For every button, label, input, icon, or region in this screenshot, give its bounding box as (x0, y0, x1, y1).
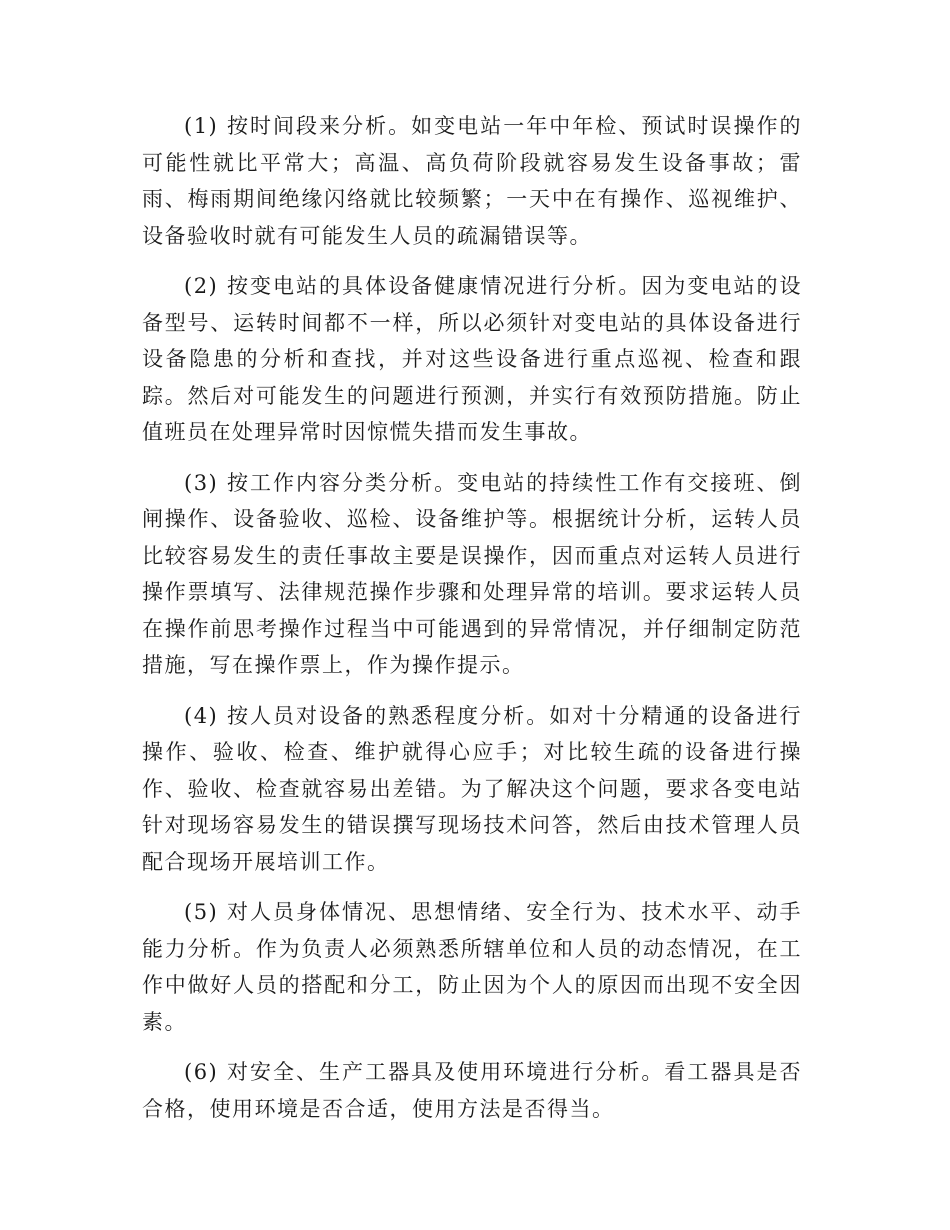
paragraph-1: (1) 按时间段来分析。如变电站一年中年检、预试时误操作的可能性就比平常大；高温、高负荷阶段就容易发生设备事故；雷雨、梅雨期间绝缘闪络就比较频繁；一天中在有操作、巡视维护、设备验收时就有可能发生人员的疏漏错误等。 (142, 114, 802, 248)
paragraph-4: (4) 按人员对设备的熟悉程度分析。如对十分精通的设备进行操作、验收、检查、维护就得心应手；对比较生疏的设备进行操作、验收、检查就容易出差错。为了解决这个问题，要求各变电站针对现场容易发生的错误撰写现场技术问答，然后由技术管理人员配合现场开展培训工作。 (142, 703, 802, 874)
paragraph-5: (5) 对人员身体情况、思想情绪、安全行为、技术水平、动手能力分析。作为负责人必须熟悉所辖单位和人员的动态情况，在工作中做好人员的搭配和分工，防止因为个人的原因而出现不安全因素。 (142, 900, 802, 1034)
document-body (142, 108, 802, 1141)
paragraph-6: (6) 对安全、生产工器具及使用环境进行分析。看工器具是否合格，使用环境是否合适，使用方法是否得当。 (142, 1060, 802, 1121)
paragraph-3: (3) 按工作内容分类分析。变电站的持续性工作有交接班、倒闸操作、设备验收、巡检、设备维护等。根据统计分析，运转人员比较容易发生的责任事故主要是误操作，因而重点对运转人员进行操作票填写、法律规范操作步骤和处理异常的培训。要求运转人员在操作前思考操作过程当中可能遇到的异常情况，并仔细制定防范措施，写在操作票上，作为操作提示。 (142, 470, 802, 677)
paragraph-2: (2) 按变电站的具体设备健康情况进行分析。因为变电站的设备型号、运转时间都不一样，所以必须针对变电站的具体设备进行设备隐患的分析和查找，并对这些设备进行重点巡视、检查和跟踪。然后对可能发生的问题进行预测，并实行有效预防措施。防止值班员在处理异常时因惊慌失措而发生事故。 (142, 274, 802, 444)
